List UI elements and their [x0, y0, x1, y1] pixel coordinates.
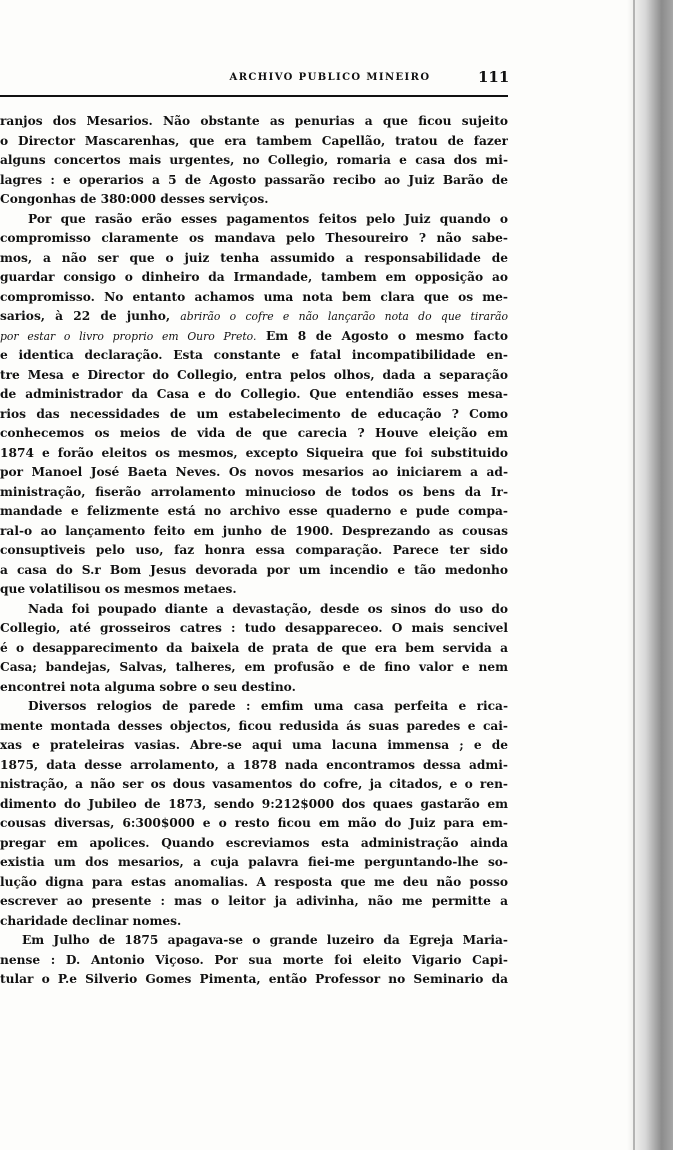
text-line: por Manoel José Baeta Neves. Os novos mesarios ao iniciarem a ad-: [0, 465, 508, 479]
text-line: mente montada desses objectos, ficou redusida ás suas paredes e cai-: [0, 718, 508, 733]
text-line: encontrei nota alguma sobre o seu destino.: [0, 679, 296, 694]
text-line: xas e prateleiras vasias. Abre-se aqui uma lacuna immensa ; e de: [0, 738, 508, 752]
text-line: que volatilisou os mesmos metaes.: [0, 582, 237, 596]
text-line: por estar o livro proprio em Ouro Preto. Em 8 de Agosto o mesmo facto: [0, 328, 508, 343]
text-line: alguns concertos mais urgentes, no Collegio, romaria e casa dos mi-: [0, 153, 508, 167]
text-line: 1875, data desse arrolamento, a 1878 nada encontramos dessa admi-: [0, 757, 508, 772]
text-line: dimento do Jubileo de 1873, sendo 9:212$000 dos quaes gastarão em: [0, 796, 508, 811]
text-line: tular o P.e Silverio Gomes Pimenta, então Professor no Seminario da: [0, 972, 508, 986]
text-line: lução digna para estas anomalias. A resposta que me deu não posso: [0, 874, 508, 889]
page-number: 111: [478, 68, 510, 86]
text-line: rios das necessidades de um estabelecimento de educação ? Como: [0, 406, 508, 421]
body-text: [0, 112, 508, 990]
text-line: 1874 e forão eleitos os mesmos, excepto Siqueira que foi substituido: [0, 445, 508, 460]
text-line: tre Mesa e Director do Collegio, entra pelos olhos, dada a separação: [0, 367, 508, 382]
text-line: a casa do S.r Bom Jesus devorada por um incendio e tão medonho: [0, 562, 508, 577]
running-head: ARCHIVO PUBLICO MINEIRO: [229, 72, 431, 83]
text-line: conhecemos os meios de vida de que carecia ? Houve eleição em: [0, 426, 508, 440]
text-line: guardar consigo o dinheiro da Irmandade, tambem em opposição ao: [0, 270, 508, 284]
text-line: existia um dos mesarios, a cuja palavra fiei-me perguntando-lhe so-: [0, 855, 508, 869]
text-line: escrever ao presente : mas o leitor ja adivinha, não me permitte a: [0, 894, 508, 908]
text-line: charidade declinar nomes.: [0, 913, 182, 928]
text-line: pregar em apolices. Quando escreviamos esta administração ainda: [0, 835, 508, 850]
text-line: ranjos dos Mesarios. Não obstante as penurias a que ficou sujeito: [0, 114, 508, 128]
text-line: de administrador da Casa e do Collegio. Que entendião esses mesa-: [0, 387, 508, 401]
text-line: e identica declaração. Esta constante e fatal incompatibilidade en-: [0, 348, 508, 362]
text-line: nistração, a não ser os dous vasamentos do cofre, ja citados, e o ren-: [0, 777, 508, 791]
text-line: sarios, à 22 de junho, abrirão o cofre e não lançarão nota do que tirarão: [0, 309, 508, 323]
text-line: Collegio, até grosseiros catres : tudo desappareceo. O mais sencivel: [0, 621, 508, 635]
header-rule: [0, 95, 508, 97]
text-line: é o desapparecimento da baixela de prata de que era bem servida a: [0, 640, 508, 655]
text-line: Nada foi poupado diante a devastação, desde os sinos do uso do: [28, 601, 508, 616]
text-line: Diversos relogios de parede : emfim uma casa perfeita e rica-: [28, 699, 508, 713]
text-line: Por que rasão erão esses pagamentos feitos pelo Juiz quando o: [28, 211, 508, 226]
text-line: o Director Mascarenhas, que era tambem Capellão, tratou de fazer: [0, 133, 508, 148]
text-line: consuptiveis pelo uso, faz honra essa comparação. Parece ter sido: [0, 543, 508, 557]
text-line: Casa; bandejas, Salvas, talheres, em profusão e de fino valor e nem: [0, 660, 508, 674]
page-edge-line: [633, 0, 635, 1150]
text-line: cousas diversas, 6:300$000 e o resto ficou em mão do Juiz para em-: [0, 816, 508, 830]
text-line: compromisso claramente os mandava pelo Thesoureiro ? não sabe-: [0, 231, 508, 245]
text-line: lagres : e operarios a 5 de Agosto passarão recibo ao Juiz Barão de: [0, 172, 508, 187]
text-line: ministração, fiserão arrolamento minucioso de todos os bens da Ir-: [0, 484, 508, 499]
text-line: nense : D. Antonio Viçoso. Por sua morte foi eleito Vigario Capi-: [0, 952, 508, 967]
text-line: Congonhas de 380:000 desses serviços.: [0, 192, 269, 206]
text-line: ral-o ao lançamento feito em junho de 1900. Desprezando as cousas: [0, 523, 508, 538]
text-line: mos, a não ser que o juiz tenha assumido a responsabilidade de: [0, 250, 508, 265]
text-line: Em Julho de 1875 apagava-se o grande luzeiro da Egreja Maria-: [22, 933, 508, 947]
text-line: mandade e felizmente está no archivo esse quaderno e pude compa-: [0, 504, 508, 518]
text-line: compromisso. No entanto achamos uma nota bem clara que os me-: [0, 289, 508, 304]
